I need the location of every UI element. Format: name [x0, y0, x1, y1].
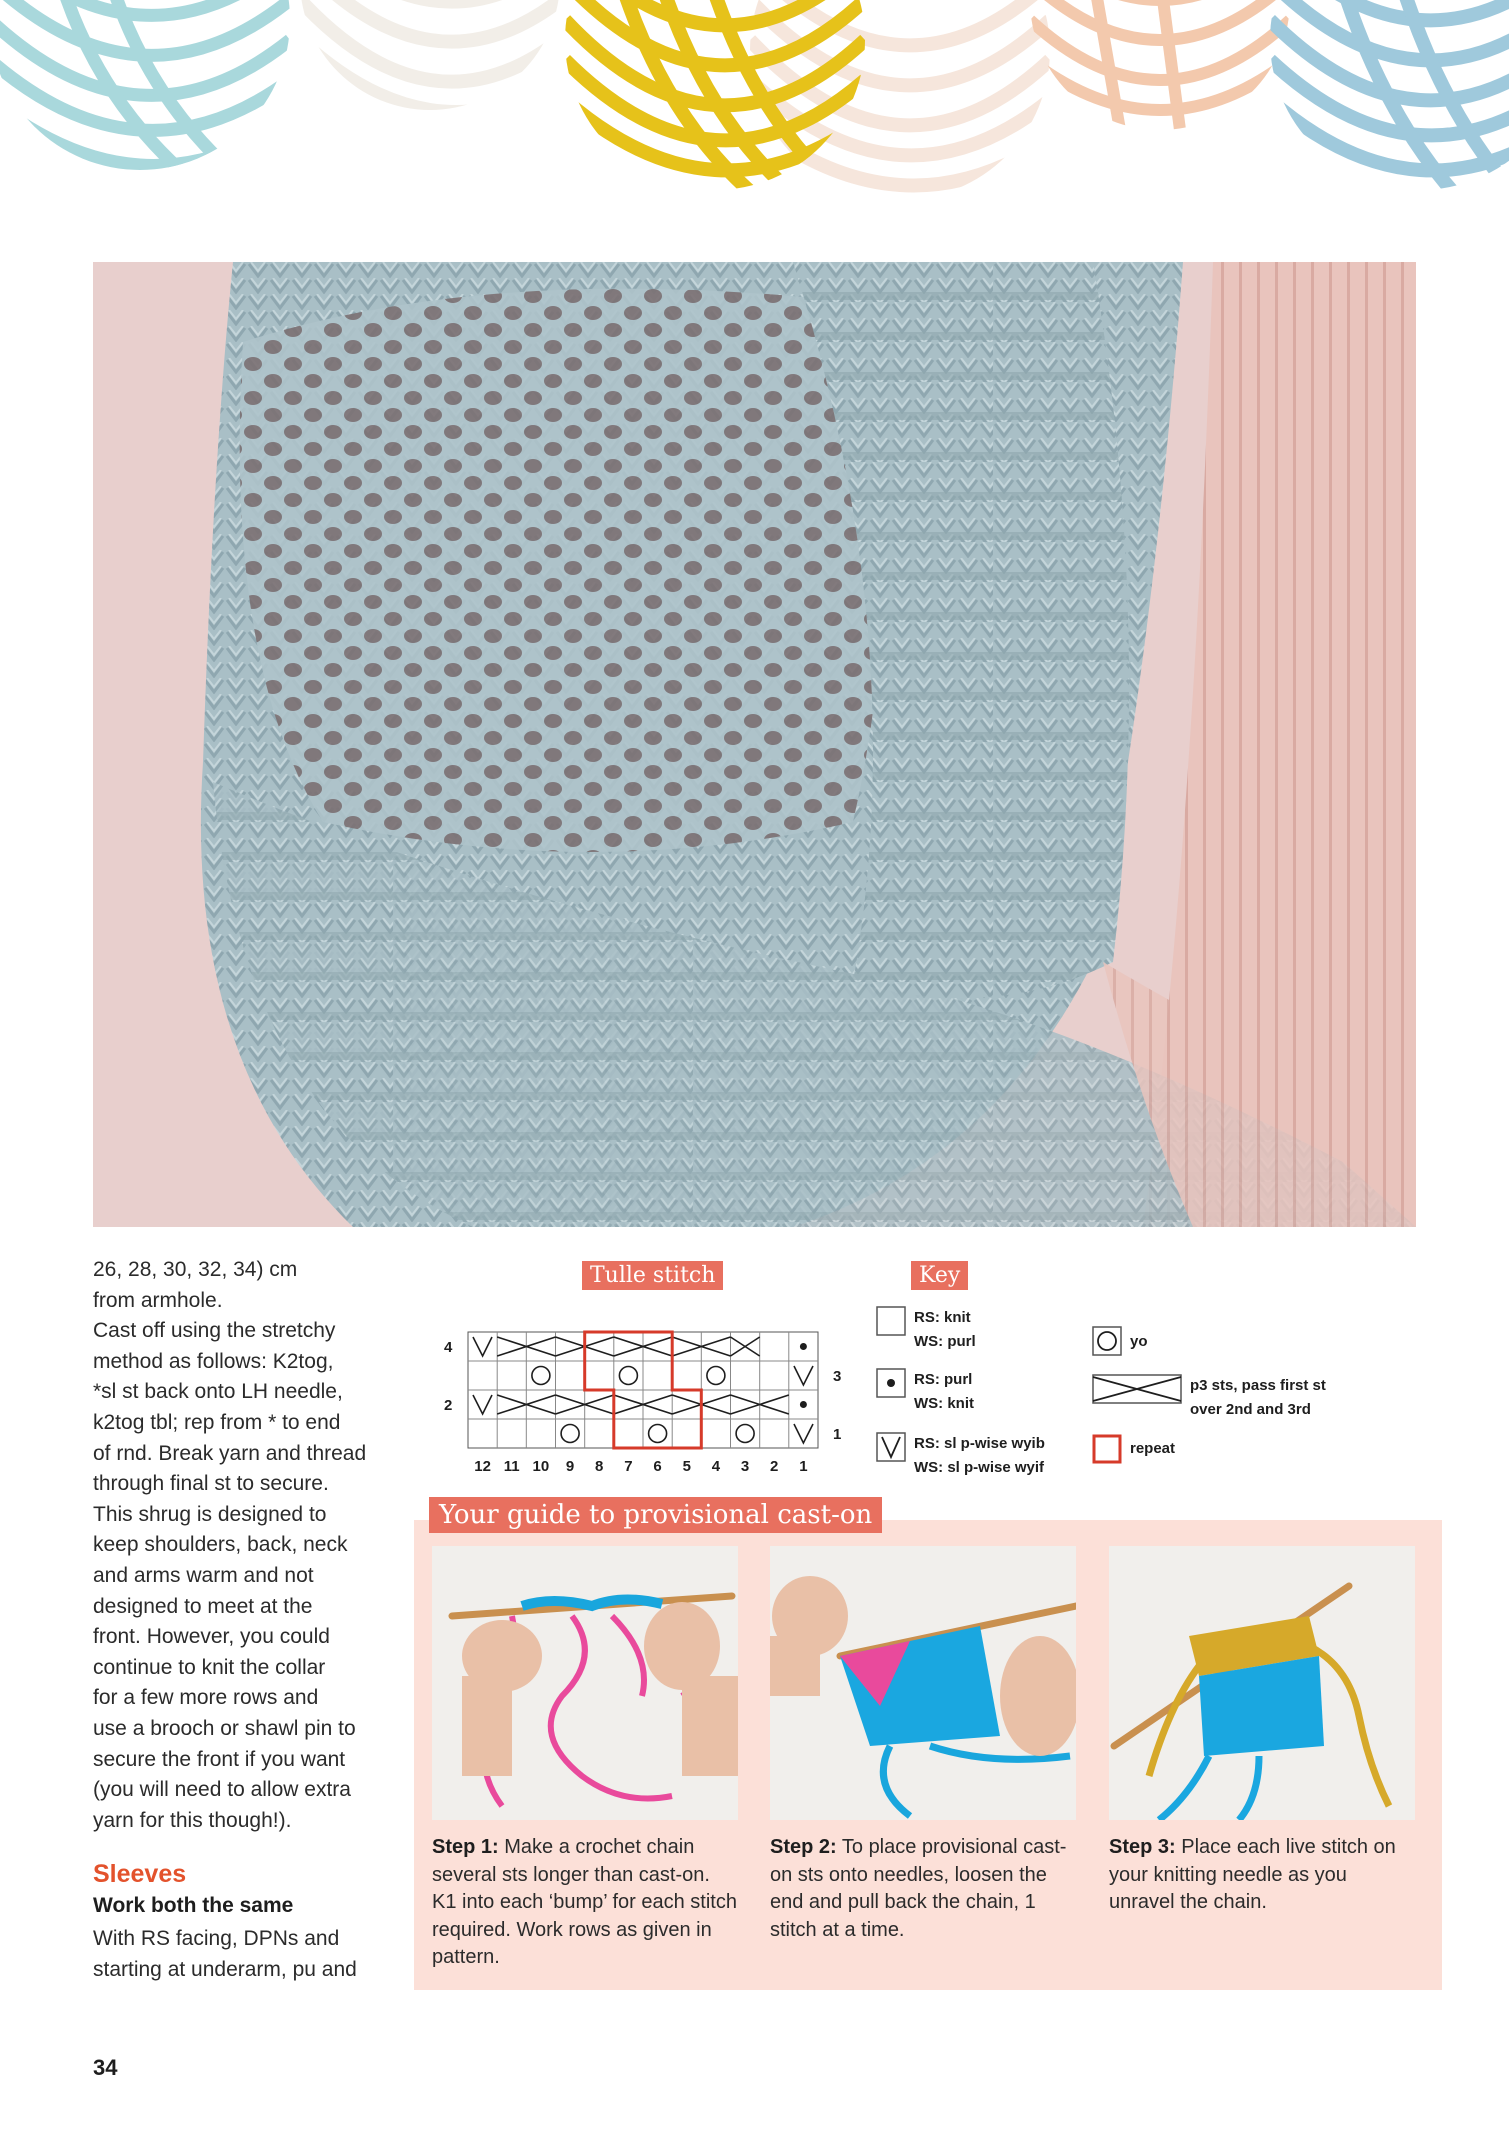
column-number: 9: [565, 1458, 575, 1475]
step-2-caption: [770, 1834, 1076, 1944]
column-number: 10: [532, 1458, 550, 1475]
empty-square-icon: [876, 1306, 906, 1336]
provisional-stitches-image: [770, 1546, 1076, 1820]
row-number: 3: [833, 1368, 842, 1385]
column-number: 11: [503, 1458, 520, 1475]
sleeves-heading: Sleeves: [93, 1860, 187, 1888]
page-number: 34: [93, 2055, 118, 2080]
row-number: 1: [833, 1426, 842, 1443]
key-item: [1092, 1434, 1175, 1464]
key-label: repeat: [1130, 1440, 1176, 1457]
guide-step-1: [432, 1546, 738, 1972]
guide-step-3: [1109, 1546, 1415, 1917]
key-item: [1092, 1374, 1326, 1422]
yarn-ball-illustration: [0, 0, 1509, 230]
step-3-caption: [1109, 1834, 1415, 1917]
step-text: Place each live stitch on your knitting needle as you unravel the chain.: [1109, 1836, 1396, 1913]
column-number: 5: [682, 1458, 691, 1475]
chart-title: Tulle stitch: [582, 1261, 723, 1290]
continuation-paragraph: 26, 28, 30, 32, 34) cm from armhole. Cast off using the stretchy method as follows: K2tog, *sl st back onto LH needle, k2tog tbl; rep from * to end of rnd. Break yarn and thread through final st to secure. This shrug is designed to keep shoulders, back, neck and arms warm and not designed to meet at the front. However, you could continue to knit the collar for a few more rows and use a brooch or shawl pin to secure the front if you want (you will need to allow extra yarn for this though!).: [93, 1258, 367, 1832]
pattern-text-continuation: [93, 1255, 393, 1836]
guide-title: Your guide to provisional cast-on: [429, 1497, 882, 1533]
knitted-shrug-image: [93, 262, 1416, 1227]
column-number: 2: [770, 1458, 779, 1475]
crochet-chain-image: [432, 1546, 738, 1820]
key-item: [1092, 1326, 1148, 1356]
row-number: 2: [444, 1397, 453, 1414]
column-number: 3: [740, 1458, 750, 1475]
column-number: 7: [624, 1458, 633, 1475]
key-label: yo: [1130, 1333, 1148, 1350]
column-number: 6: [653, 1458, 662, 1475]
step-label: Step 1:: [432, 1836, 499, 1858]
key-label: p3 sts, pass first st over 2nd and 3rd: [1190, 1377, 1326, 1418]
circle-icon: [1092, 1326, 1122, 1356]
key-label: RS: knit WS: purl: [914, 1309, 976, 1350]
key-title: Key: [911, 1261, 968, 1290]
chart-key: [870, 1300, 1330, 1490]
key-label: RS: purl WS: knit: [914, 1371, 974, 1412]
key-item: [876, 1432, 1045, 1480]
sleeves-text: With RS facing, DPNs and starting at underarm, pu and: [93, 1927, 357, 1981]
cross-icon: [1092, 1374, 1182, 1404]
v-square-icon: [876, 1432, 906, 1462]
step-1-caption: [432, 1834, 738, 1972]
guide-step-2: [770, 1546, 1076, 1944]
yarn-ball-banner: [0, 0, 1509, 230]
tulle-stitch-chart: [436, 1325, 856, 1485]
step-label: Step 3:: [1109, 1836, 1176, 1858]
key-label: RS: sl p-wise wyib WS: sl p-wise wyif: [914, 1435, 1045, 1476]
step-2-photo: [770, 1546, 1076, 1820]
step-1-photo: [432, 1546, 738, 1820]
chart-grid: [436, 1325, 856, 1485]
row-number: 4: [444, 1339, 453, 1356]
key-item: [876, 1306, 976, 1354]
step-text: Make a crochet chain several sts longer than cast-on. K1 into each ‘bump’ for each stitch required. Work rows as given in pattern.: [432, 1836, 737, 1968]
step-label: Step 2:: [770, 1836, 837, 1858]
step-text: To place provisional cast-on sts onto needles, loosen the end and pull back the chain, 1 stitch at a time.: [770, 1836, 1067, 1941]
column-number: 12: [474, 1458, 491, 1475]
red-square-icon: [1092, 1434, 1122, 1464]
sleeves-subheading: Work both the same: [93, 1894, 294, 1917]
dot-square-icon: [876, 1368, 906, 1398]
column-number: 1: [799, 1458, 808, 1475]
key-item: [876, 1368, 974, 1416]
column-number: 4: [711, 1458, 721, 1475]
shrug-photo: [93, 262, 1416, 1227]
live-stitches-image: [1109, 1546, 1415, 1820]
step-3-photo: [1109, 1546, 1415, 1820]
column-number: 8: [595, 1458, 604, 1475]
